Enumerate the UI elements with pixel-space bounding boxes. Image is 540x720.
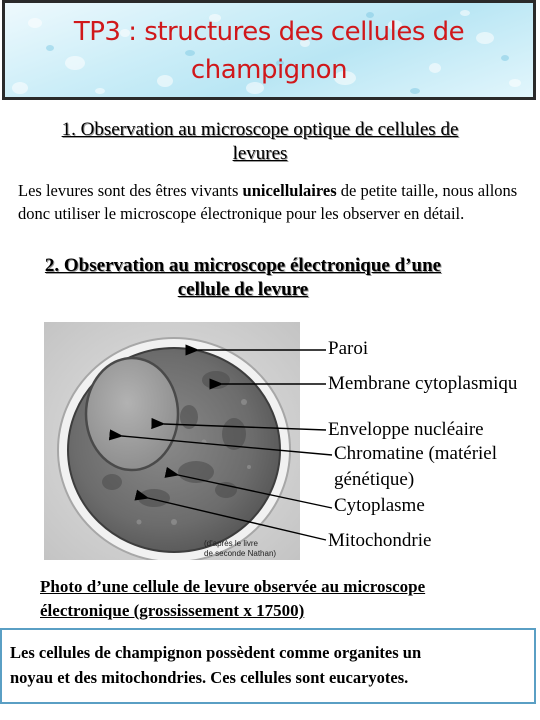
arrow-cytoplasme — [178, 475, 332, 508]
section2-heading-line2: cellule de levure — [177, 279, 309, 300]
paragraph-bold-term: unicellulaires — [242, 181, 337, 200]
paragraph-text-end: de petite taille, nous allons donc utiliser le microscope électronique pour les observer en détail. — [18, 181, 518, 223]
label-chromatine-line1: Chromatine (matériel — [334, 443, 498, 464]
micrograph-credit-line2: de seconde Nathan) — [204, 549, 277, 558]
summary-box — [0, 628, 536, 704]
arrow-enveloppe — [164, 424, 326, 430]
label-enveloppe: Enveloppe nucléaire — [328, 419, 484, 440]
arrow-mitochondrie — [148, 498, 326, 540]
caption-line1: Photo d’une cellule de levure observée au microscope — [40, 577, 426, 596]
page-title-line2: champignon — [190, 55, 348, 85]
micrograph-credit-line1: (d'après le livre — [204, 539, 258, 548]
paragraph-text-start: Les levures sont des êtres vivants — [18, 181, 243, 200]
caption-line2: électronique (grossissement x 17500) — [40, 601, 305, 620]
section1-heading-line1: 1. Observation au microscope optique de cellules de — [61, 119, 459, 140]
arrow-chromatine — [122, 436, 332, 455]
section2-heading-line1: 2. Observation au microscope électronique d’une — [44, 255, 442, 276]
label-membrane: Membrane cytoplasmiqu — [328, 373, 518, 394]
summary-line2: noyau et des mitochondries. Ces cellules sont eucaryotes. — [10, 668, 409, 687]
summary-line1: Les cellules de champignon possèdent comme organites un — [10, 643, 422, 662]
label-paroi: Paroi — [328, 338, 369, 359]
page-title-line1: TP3 : structures des cellules de — [73, 17, 465, 47]
micrograph-caption — [40, 575, 540, 623]
label-chromatine-line2: génétique) — [334, 469, 415, 490]
section1-heading-line2: levures — [232, 143, 288, 164]
label-cytoplasme: Cytoplasme — [334, 495, 425, 516]
label-mitochondrie: Mitochondrie — [328, 530, 432, 551]
